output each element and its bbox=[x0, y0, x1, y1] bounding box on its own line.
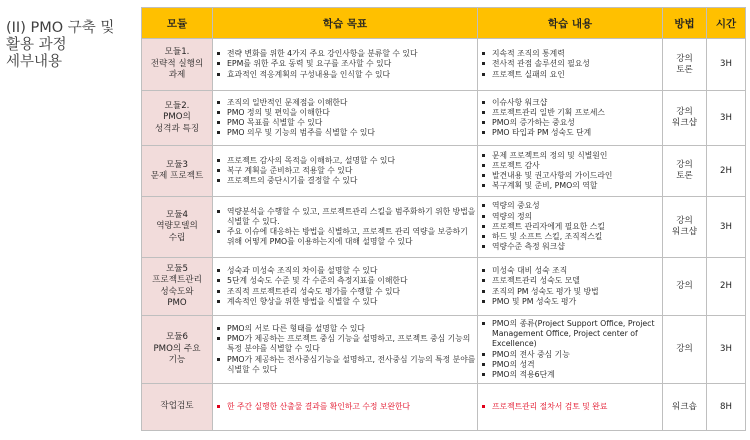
objective-item: 복구 계획을 준비하고 적용할 수 있다 bbox=[227, 166, 477, 176]
content-item: 프로젝트관리 성숙도 모델 bbox=[492, 276, 662, 286]
module-cell bbox=[142, 258, 213, 316]
header-method: 방법 bbox=[663, 8, 707, 39]
objectives-cell bbox=[213, 39, 478, 91]
table-row bbox=[142, 146, 746, 197]
module-cell bbox=[142, 197, 213, 258]
content-cell bbox=[478, 39, 663, 91]
method-cell bbox=[663, 197, 707, 258]
content-item: 프로젝트 감사 bbox=[492, 161, 662, 171]
method-label: 강의 bbox=[676, 344, 693, 354]
content-item: 역량수준 측정 워크샵 bbox=[492, 242, 662, 252]
objective-item: 프로젝트 감사의 목적을 이해하고, 설명할 수 있다 bbox=[227, 156, 477, 166]
header-module: 모듈 bbox=[142, 8, 213, 39]
objectives-cell bbox=[213, 316, 478, 384]
table-row bbox=[142, 316, 746, 384]
time-cell bbox=[707, 384, 746, 431]
content-cell bbox=[478, 258, 663, 316]
method-cell bbox=[663, 316, 707, 384]
objectives-cell bbox=[213, 197, 478, 258]
content-item: 전사적 관점 솔루션의 필요성 bbox=[492, 59, 662, 69]
objective-item: 프로젝트의 중단시기를 결정할 수 있다 bbox=[227, 176, 477, 186]
objective-item: PMO 정의 및 편익을 이해한다 bbox=[227, 108, 477, 118]
content-item: 복구계획 및 준비, PMO의 역할 bbox=[492, 181, 662, 191]
content-item: 이슈사항 워크샵 bbox=[492, 98, 662, 108]
content-item: PMO 및 PM 성숙도 평가 bbox=[492, 297, 662, 307]
time-cell bbox=[707, 316, 746, 384]
objective-item: 역량분석을 수행할 수 있고, 프로젝트관리 스킬을 범주화하기 위한 방법을 식별할 수 있다. bbox=[227, 206, 476, 226]
method-cell bbox=[663, 39, 707, 91]
objective-item: 주요 이슈에 대응하는 방법을 식별하고, 프로젝트 관리 역량을 보증하기 위해 어떻게 PMO를 이용하는지에 대해 설명할 수 있다 bbox=[227, 227, 477, 247]
content-cell bbox=[478, 316, 663, 384]
content-item: 프로젝트관리 절차서 검토 및 완료 bbox=[492, 402, 662, 412]
content-item: 역량의 정의 bbox=[492, 212, 662, 222]
time-cell bbox=[707, 39, 746, 91]
time-label: 3H bbox=[720, 59, 732, 69]
table-row bbox=[142, 91, 746, 146]
objective-item: EPM를 위한 주요 동력 및 요구를 조사할 수 있다 bbox=[227, 59, 477, 69]
objective-item: PMO가 제공하는 전사중심기능을 설명하고, 전사중심 기능의 특정 분야를 식별할 수 있다 bbox=[227, 354, 476, 374]
content-item: 하드 및 소프트 스킬, 조직적스킬 bbox=[492, 232, 662, 242]
module-name: 모듈2. PMO의 성격과 특징 bbox=[154, 100, 200, 134]
content-item: 프로젝트관리 일반 기획 프로세스 bbox=[492, 108, 662, 118]
time-label: 3H bbox=[720, 344, 732, 354]
content-item: PMO의 적용6단계 bbox=[492, 370, 662, 380]
method-cell bbox=[663, 258, 707, 316]
objective-item: 한 주간 실행한 산출물 결과를 확인하고 수정 보완한다 bbox=[227, 402, 477, 412]
objective-item: 계속적인 향상을 위한 방법을 식별할 수 있다 bbox=[227, 297, 477, 307]
time-label: 3H bbox=[720, 221, 732, 232]
content-item: 프로젝트 실패의 요인 bbox=[492, 70, 662, 80]
objective-item: 조직적 프로젝트관리 성숙도 평가를 수행할 수 있다 bbox=[227, 287, 477, 297]
method-label: 강의 토론 bbox=[676, 53, 693, 75]
method-label: 강의 bbox=[676, 281, 693, 291]
objective-item: PMO 목표를 식별할 수 있다 bbox=[227, 118, 477, 128]
time-label: 8H bbox=[720, 401, 732, 412]
module-name: 모듈6 PMO의 주요 기능 bbox=[153, 332, 201, 366]
module-cell bbox=[142, 316, 213, 384]
module-name: 모듈4 역량모델의 수립 bbox=[156, 209, 198, 243]
content-item: 미성숙 대비 성숙 조직 bbox=[492, 266, 662, 276]
objective-item: PMO 의무 및 기능의 범주를 식별할 수 있다 bbox=[227, 128, 477, 138]
content-item: 문제 프로젝트의 정의 및 식별원인 bbox=[492, 151, 662, 161]
module-name: 작업검토 bbox=[160, 401, 194, 412]
module-cell bbox=[142, 39, 213, 91]
module-name: 모듈5 프로젝트관리 성숙도와 PMO bbox=[152, 263, 202, 308]
method-cell bbox=[663, 91, 707, 146]
content-item: PMO의 증가하는 중요성 bbox=[492, 118, 662, 128]
objective-item: 5단계 성숙도 수준 및 각 수준의 측정지표를 이해한다 bbox=[227, 276, 477, 286]
method-label: 강의 토론 bbox=[676, 160, 693, 181]
module-cell bbox=[142, 91, 213, 146]
method-label: 워크숍 bbox=[672, 401, 697, 412]
time-cell bbox=[707, 197, 746, 258]
content-item: 발견내용 및 권고사항의 가이드라인 bbox=[492, 171, 662, 181]
content-cell bbox=[478, 146, 663, 197]
module-cell bbox=[142, 146, 213, 197]
content-item: PMO의 종류(Project Support Office, Project Management Office, Project center of Excellence) bbox=[492, 319, 662, 350]
module-cell bbox=[142, 384, 213, 431]
content-item: 지속적 조직의 통계력 bbox=[492, 49, 662, 59]
table-row bbox=[142, 384, 746, 431]
content-cell bbox=[478, 197, 663, 258]
method-label: 강의 워크샵 bbox=[672, 216, 697, 237]
content-cell bbox=[478, 384, 663, 431]
content-item: 프로젝트 관리자에게 필요한 스킬 bbox=[492, 222, 662, 232]
header-row bbox=[142, 8, 746, 39]
content-item: 역량의 중요성 bbox=[492, 201, 662, 211]
time-label: 2H bbox=[720, 281, 732, 291]
objectives-cell bbox=[213, 384, 478, 431]
objective-item: 조직의 일반적인 문제점을 이해한다 bbox=[227, 98, 477, 108]
header-objectives: 학습 목표 bbox=[213, 8, 478, 39]
content-item: 조직의 PM 성숙도 평가 및 방법 bbox=[492, 287, 662, 297]
header-content: 학습 내용 bbox=[478, 8, 663, 39]
content-item: PMO의 성격 bbox=[492, 360, 662, 370]
method-cell bbox=[663, 384, 707, 431]
content-item: PMO 타입과 PM 성숙도 단계 bbox=[492, 128, 662, 138]
objective-item: 전략 변화를 위한 4가지 주요 강인사항을 분류할 수 있다 bbox=[227, 49, 477, 59]
table-row bbox=[142, 39, 746, 91]
time-cell bbox=[707, 146, 746, 197]
objective-item: 성숙과 미성숙 조직의 차이를 설명할 수 있다 bbox=[227, 266, 477, 276]
curriculum-table bbox=[141, 7, 746, 431]
table-row bbox=[142, 197, 746, 258]
method-label: 강의 워크샵 bbox=[672, 107, 697, 128]
objective-item: PMO가 제공하는 프로젝트 중심 기능을 설명하고, 프로젝트 중심 기능의 특정 분야를 식별할 수 있다 bbox=[227, 334, 477, 354]
objectives-cell bbox=[213, 146, 478, 197]
time-label: 3H bbox=[720, 112, 732, 123]
objectives-cell bbox=[213, 91, 478, 146]
time-cell bbox=[707, 91, 746, 146]
content-item: PMO의 전사 중심 기능 bbox=[492, 350, 662, 360]
objectives-cell bbox=[213, 258, 478, 316]
page-side-title: (II) PMO 구축 및 활용 과정 세부내용 bbox=[6, 20, 115, 70]
module-name: 모듈3 문제 프로젝트 bbox=[150, 159, 204, 181]
time-label: 2H bbox=[720, 165, 732, 176]
module-name: 모듈1. 전략적 실행의 과제 bbox=[150, 47, 204, 81]
header-time: 시간 bbox=[707, 8, 746, 39]
method-cell bbox=[663, 146, 707, 197]
time-cell bbox=[707, 258, 746, 316]
objective-item: 효과적인 적응계획의 구성내용을 인식할 수 있다 bbox=[227, 70, 477, 80]
content-cell bbox=[478, 91, 663, 146]
objective-item: PMO의 서로 다른 형태를 설명할 수 있다 bbox=[227, 324, 477, 334]
table-row bbox=[142, 258, 746, 316]
